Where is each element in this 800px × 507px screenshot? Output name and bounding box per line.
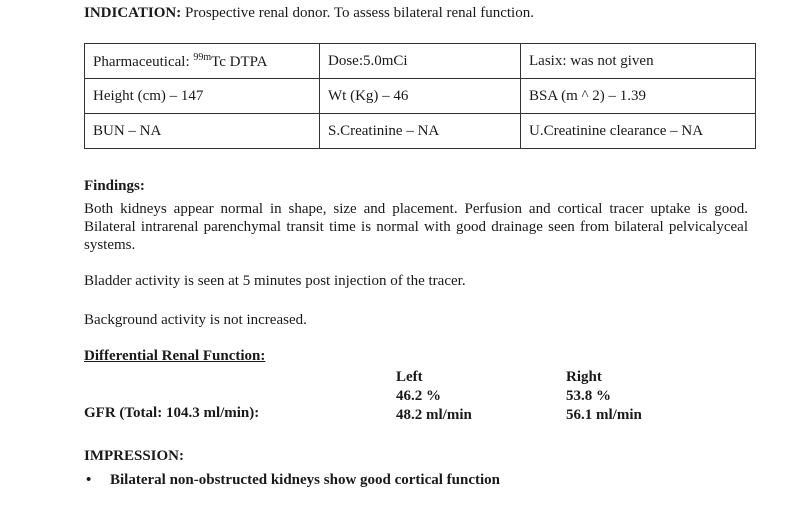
- indication-label: INDICATION:: [84, 5, 182, 21]
- table-row: [85, 79, 756, 114]
- table-row: [85, 44, 756, 79]
- pharmaceutical-label: Pharmaceutical:: [93, 53, 194, 70]
- findings-paragraph-3: Background activity is not increased.: [84, 312, 307, 328]
- indication-text: Prospective renal donor. To assess bilateral renal function.: [181, 5, 534, 21]
- left-header: Left: [396, 369, 423, 385]
- left-gfr: 48.2 ml/min: [396, 407, 472, 423]
- findings-paragraph-1: Both kidneys appear normal in shape, size and placement. Perfusion and cortical tracer uptake is good. Bilateral intrarenal parenchymal transit time is normal with good drainage seen from bilateral pelvicalyceal systems.: [84, 201, 748, 253]
- creatinine-cell: S.Creatinine – NA: [320, 114, 521, 149]
- findings-paragraph-2: Bladder activity is seen at 5 minutes post injection of the tracer.: [84, 273, 466, 289]
- weight-cell: Wt (Kg) – 46: [320, 79, 521, 114]
- impression-heading: IMPRESSION:: [84, 448, 185, 464]
- right-kidney-column: [566, 368, 642, 425]
- right-header: Right: [566, 369, 602, 385]
- left-kidney-column: [396, 368, 472, 425]
- right-percent: 53.8 %: [566, 388, 611, 404]
- findings-heading: Findings:: [84, 178, 145, 194]
- gfr-total-label: GFR (Total: 104.3 ml/min):: [84, 405, 260, 421]
- dose-cell: Dose:5.0mCi: [320, 44, 521, 79]
- right-gfr: 56.1 ml/min: [566, 407, 642, 423]
- left-percent: 46.2 %: [396, 388, 441, 404]
- indication-line: [84, 5, 534, 22]
- bsa-cell: BSA (m ^ 2) – 1.39: [521, 79, 756, 114]
- impression-bullet-1: Bilateral non-obstructed kidneys show good cortical function: [110, 472, 501, 488]
- pharmaceutical-cell: [85, 44, 320, 79]
- isotope-superscript: 99m: [193, 51, 212, 63]
- pharmaceutical-value: Tc DTPA: [211, 53, 268, 70]
- lasix-cell: Lasix: was not given: [521, 44, 756, 79]
- clearance-cell: U.Creatinine clearance – NA: [521, 114, 756, 149]
- bun-cell: BUN – NA: [85, 114, 320, 149]
- differential-heading: Differential Renal Function:: [84, 348, 266, 364]
- height-cell: Height (cm) – 147: [85, 79, 320, 114]
- study-info-table: [84, 43, 756, 149]
- table-row: [85, 114, 756, 149]
- bullet-icon: •: [86, 472, 92, 488]
